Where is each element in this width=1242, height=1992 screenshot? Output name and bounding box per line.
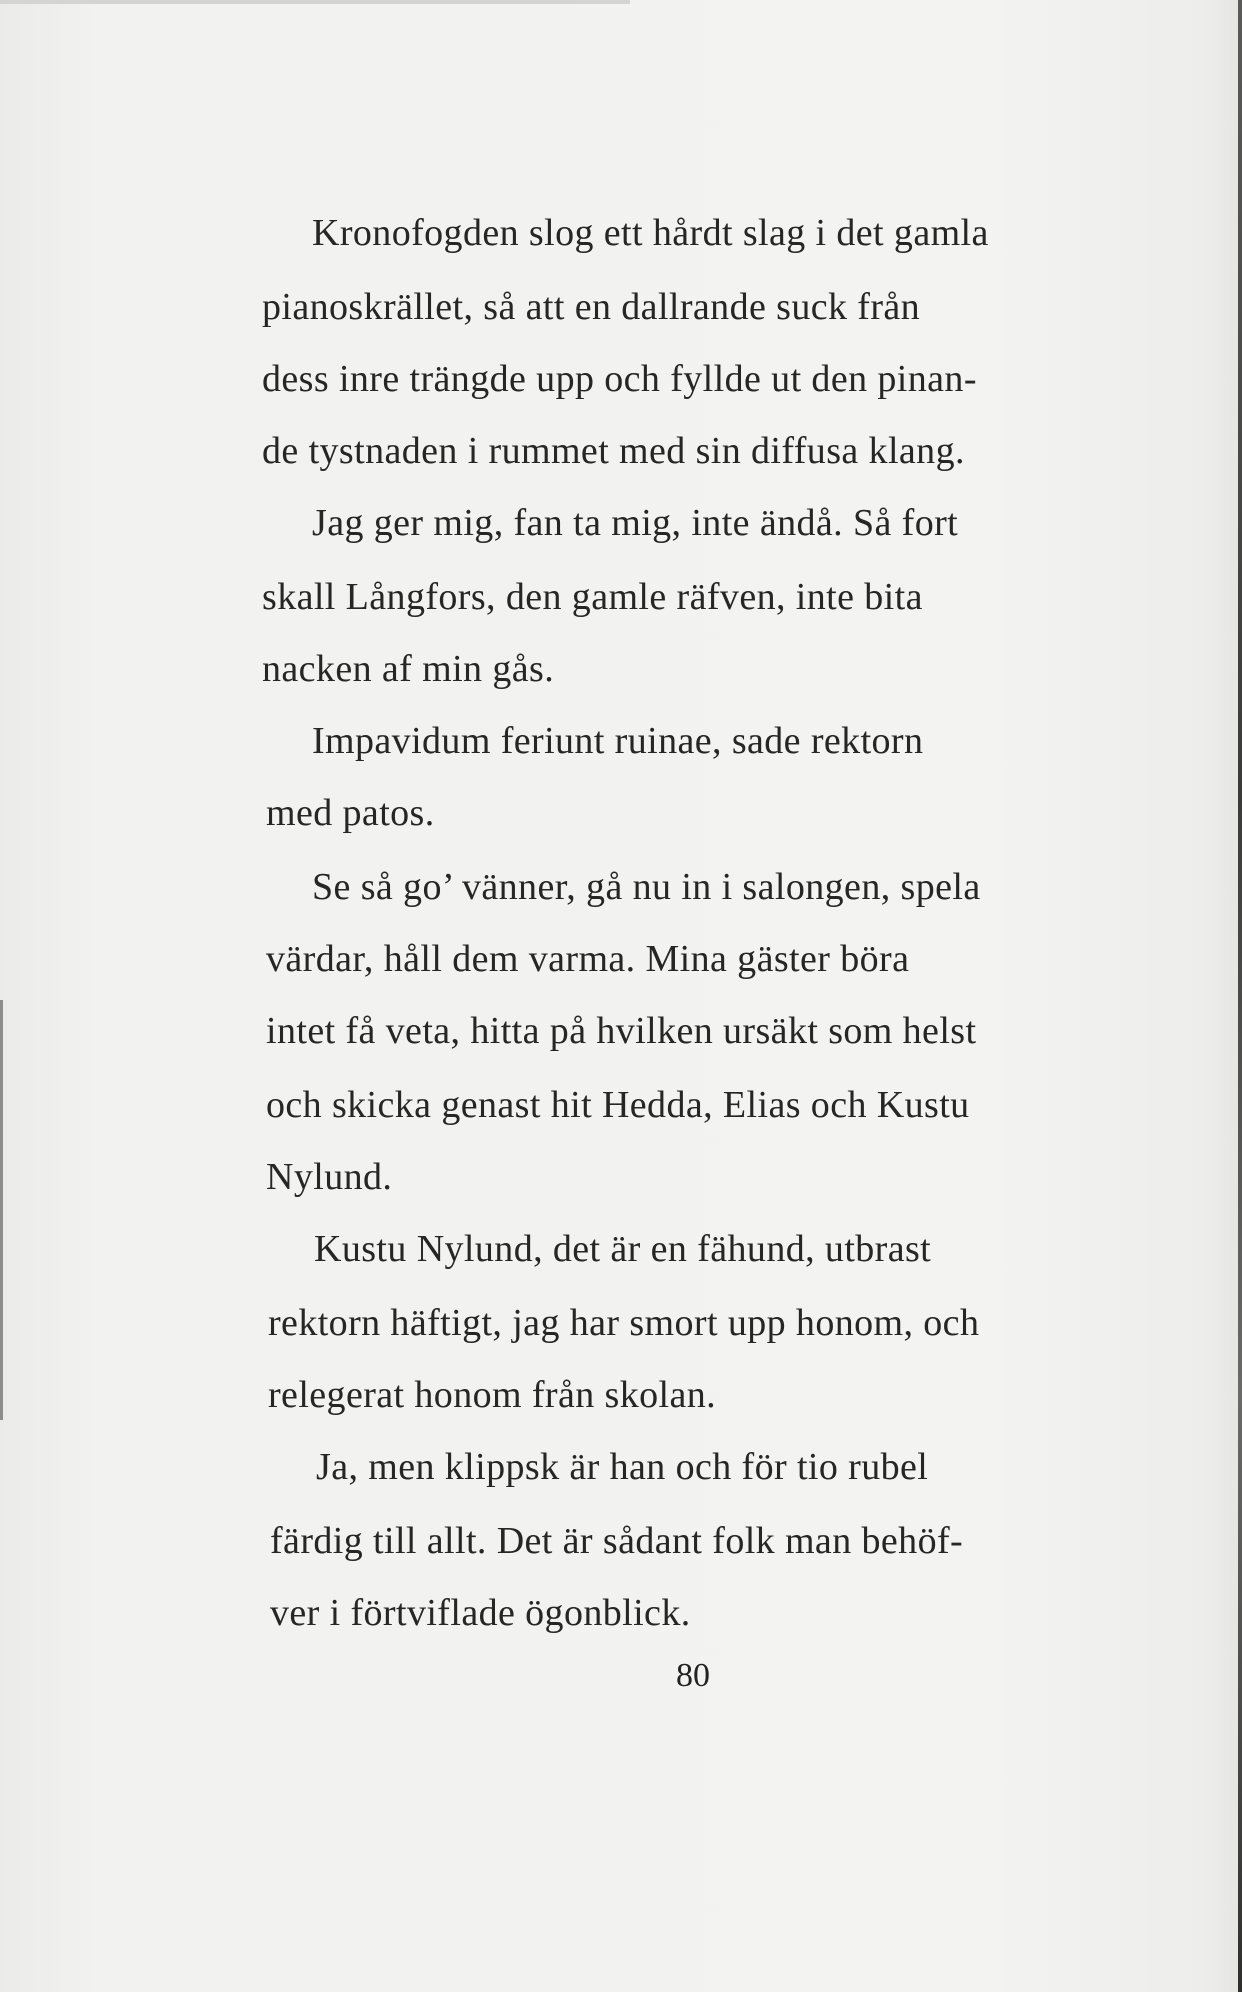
scan-right-edge — [1238, 0, 1242, 1992]
text-line: Se så go’ vänner, gå nu in i salongen, spela — [312, 866, 981, 908]
scan-top-edge — [0, 0, 630, 4]
text-line: dess inre trängde upp och fyllde ut den pinan- — [262, 358, 977, 400]
text-line: Ja, men klippsk är han och för tio rubel — [316, 1446, 929, 1488]
text-line: ver i förtviflade ögonblick. — [270, 1592, 691, 1634]
text-line: pianoskrället, så att en dallrande suck från — [262, 286, 921, 328]
text-line: Jag ger mig, fan ta mig, inte ändå. Så fort — [312, 502, 959, 544]
page-number: 80 — [676, 1657, 710, 1694]
text-line: färdig till allt. Det är sådant folk man behöf- — [270, 1520, 964, 1562]
text-line: Kronofogden slog ett hårdt slag i det gamla — [312, 212, 989, 254]
text-line: de tystnaden i rummet med sin diffusa klang. — [262, 430, 965, 472]
text-line: nacken af min gås. — [262, 648, 555, 690]
text-line: Impavidum feriunt ruinae, sade rektorn — [312, 720, 924, 762]
text-line: rektorn häftigt, jag har smort upp honom, och — [268, 1302, 980, 1344]
text-line: intet få veta, hitta på hvilken ursäkt som helst — [266, 1010, 977, 1052]
scan-left-edge — [0, 1000, 3, 1420]
text-line: Nylund. — [266, 1156, 393, 1198]
text-line: och skicka genast hit Hedda, Elias och Kustu — [266, 1084, 970, 1126]
text-line: Kustu Nylund, det är en fähund, utbrast — [314, 1228, 932, 1270]
text-line: med patos. — [266, 792, 435, 834]
text-line: värdar, håll dem varma. Mina gäster böra — [266, 938, 910, 980]
text-line: skall Långfors, den gamle räfven, inte bita — [262, 576, 923, 618]
text-line: relegerat honom från skolan. — [268, 1374, 717, 1416]
